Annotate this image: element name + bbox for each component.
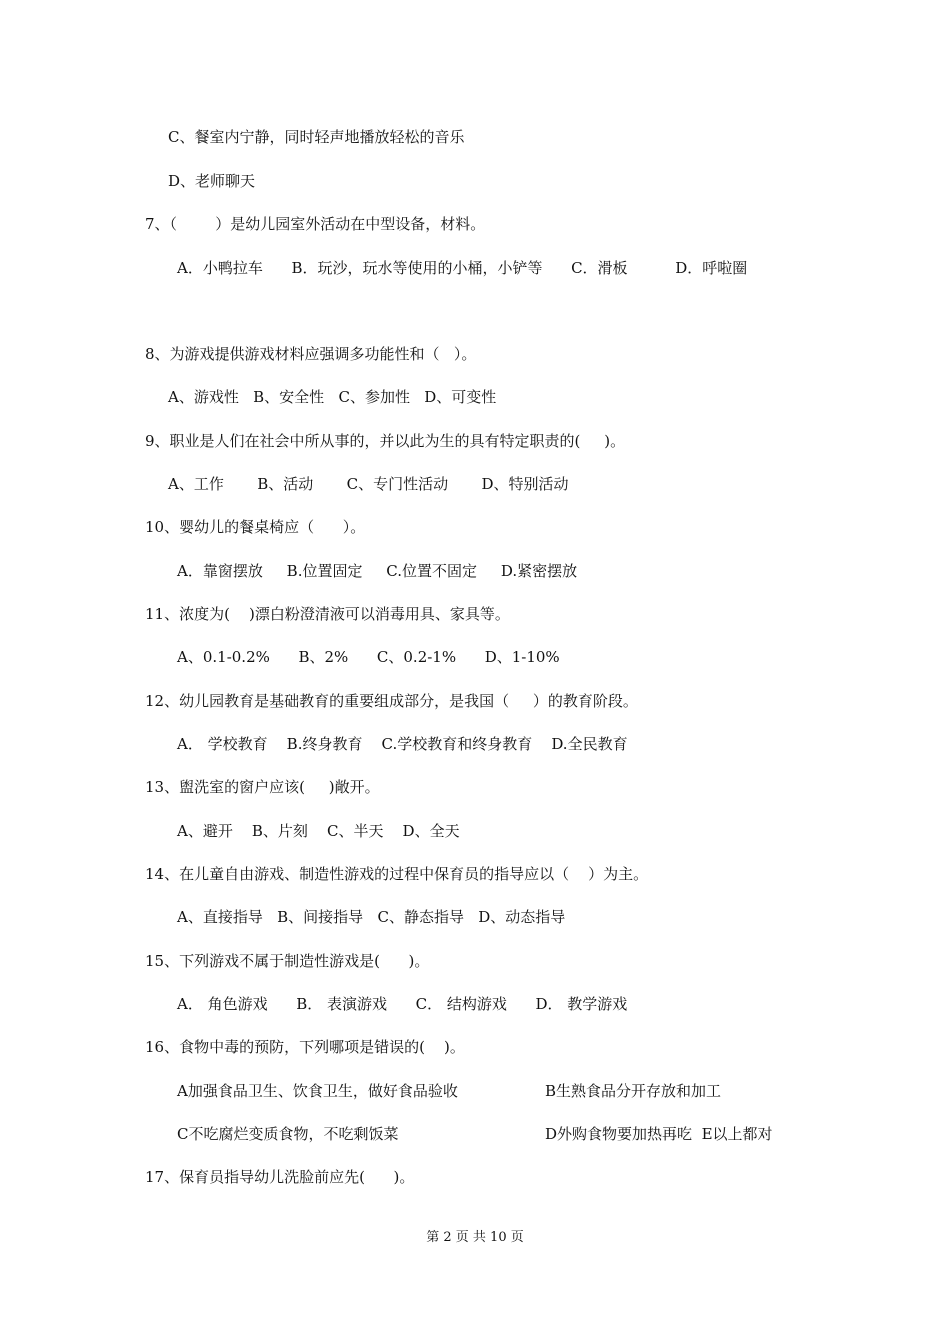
question-7: 7、（ ）是幼儿园室外活动在中型设备，材料。: [145, 215, 486, 233]
option-16-b: B生熟食品分开存放和加工: [545, 1082, 722, 1100]
question-10: 10、婴幼儿的餐桌椅应（ ）。: [145, 518, 366, 536]
options-13: A、避开 B、片刻 C、半天 D、全天: [177, 822, 460, 840]
page-number: 第 2 页 共 10 页: [426, 1230, 524, 1245]
options-10: A．靠窗摆放 B.位置固定 C.位置不固定 D.紧密摆放: [177, 562, 578, 580]
options-11: A、0.1-0.2% B、2% C、0.2-1% D、1-10%: [177, 648, 560, 666]
question-9: 9、职业是人们在社会中所从事的，并以此为生的具有特定职责的( )。: [145, 432, 626, 450]
question-13: 13、盥洗室的窗户应该( )敞开。: [145, 778, 380, 796]
options-7: A．小鸭拉车 B．玩沙，玩水等使用的小桶，小铲等 C．滑板 D．呼啦圈: [177, 259, 748, 277]
option-line: D、老师聊天: [168, 172, 256, 190]
options-8: A、游戏性 B、安全性 C、参加性 D、可变性: [168, 388, 497, 406]
question-17: 17、保育员指导幼儿洗脸前应先( )。: [145, 1168, 415, 1186]
question-15: 15、下列游戏不属于制造性游戏是( )。: [145, 952, 430, 970]
option-16-de: D外购食物要加热再吃 E以上都对: [545, 1125, 773, 1143]
question-16: 16、食物中毒的预防，下列哪项是错误的( )。: [145, 1038, 465, 1056]
options-14: A、直接指导 B、间接指导 C、静态指导 D、动态指导: [177, 908, 566, 926]
option-16-a: A加强食品卫生、饮食卫生，做好食品验收: [177, 1082, 458, 1100]
options-12: A． 学校教育 B.终身教育 C.学校教育和终身教育 D.全民教育: [177, 735, 628, 753]
option-line: C、餐室内宁静，同时轻声地播放轻松的音乐: [168, 128, 465, 146]
question-8: 8、为游戏提供游戏材料应强调多功能性和（ ）。: [145, 345, 477, 363]
options-15: A． 角色游戏 B． 表演游戏 C． 结构游戏 D． 教学游戏: [177, 995, 628, 1013]
question-11: 11、浓度为( )漂白粉澄清液可以消毒用具、家具等。: [145, 605, 510, 623]
question-14: 14、在儿童自由游戏、制造性游戏的过程中保育员的指导应以（ ）为主。: [145, 865, 649, 883]
question-12: 12、幼儿园教育是基础教育的重要组成部分，是我国（ ）的教育阶段。: [145, 692, 638, 710]
option-16-c: C不吃腐烂变质食物，不吃剩饭菜: [177, 1125, 399, 1143]
options-9: A、工作 B、活动 C、专门性活动 D、特别活动: [168, 475, 569, 493]
